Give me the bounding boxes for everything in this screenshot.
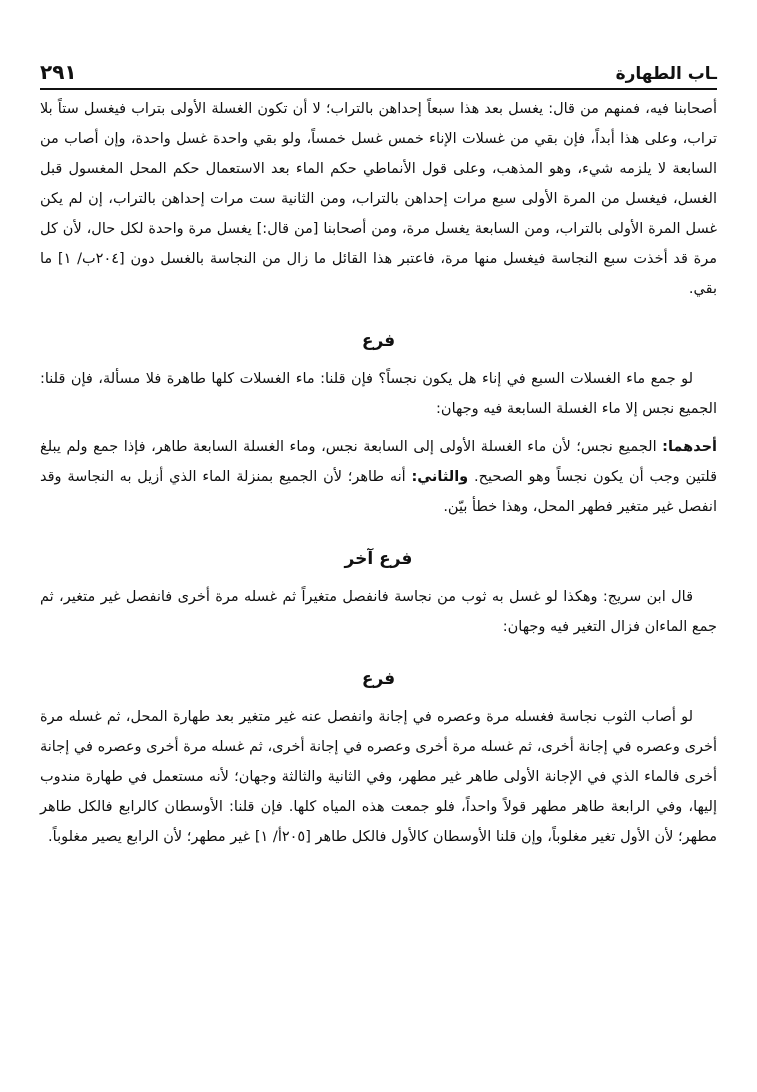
section-heading-1: فرع bbox=[361, 331, 396, 351]
opinion-label-first: أحدهما: bbox=[662, 439, 717, 455]
running-title: ـاب الطهارة bbox=[615, 64, 717, 84]
opinion-label-second: والثاني: bbox=[411, 469, 469, 485]
paragraph-3 bbox=[40, 432, 717, 522]
section-heading-2: فرع آخر bbox=[344, 549, 413, 569]
page-number: ٢٩١ bbox=[40, 60, 77, 84]
opinion-text-first: الجميع نجس؛ لأن ماء الغسلة الأولى إلى السابعة نجس، وماء الغسلة السابعة طاهر، فإذا جمع ولم يبلغ قلتين وجب أن يكون نجساً وهو الصحيح. bbox=[40, 439, 717, 485]
paragraph-2: لو جمع ماء الغسلات السبع في إناء هل يكون نجساً؟ فإن قلنا: ماء الغسلات كلها طاهرة فلا مسألة، فإن قلنا: الجميع نجس إلا ماء الغسلة السابعة فيه وجهان: bbox=[40, 371, 717, 417]
page-body bbox=[40, 94, 717, 852]
paragraph-1: أصحابنا فيه، فمنهم من قال: يغسل بعد هذا سبعاً إحداهن بالتراب؛ لا أن تكون الغسلة الأولى بتراب فيغسل ستاً بلا تراب، وعلى هذا أبداً، فإن بقي من غسلات الإناء خمس غسل خمساً، ولو بقي واحدة غسل واحدة، وإن أصاب من السابعة لا يلزمه شيء، وهو المذهب، وعلى قول الأنماطي حكم الماء بعد الاستعمال حكم المحل المغسول قبل الغسل، فيغسل من المرة الأولى سبع مرات إحداهن بالتراب، ومن الثانية ست مرات إحداهن بالتراب، إن لم يكن غسل المرة الأولى بالتراب، ومن السابعة يغسل مرة، ومن أصحابنا [من قال:] يغسل مرة واحدة لكل حال، لأن كل مرة قد أخذت سبع النجاسة فيغسل منها مرة، فاعتبر هذا القائل ما زال من النجاسة بالغسل دون [٢٠٤ب/ ١] ما بقي. bbox=[40, 101, 717, 297]
section-heading-3: فرع bbox=[361, 669, 396, 689]
paragraph-4: قال ابن سريج: وهكذا لو غسل به ثوب من نجاسة فانفصل متغيراً ثم غسله مرة أخرى فانفصل غير متغير، ثم جمع الماءان فزال التغير فيه وجهان: bbox=[40, 589, 717, 635]
page-header bbox=[40, 50, 717, 90]
paragraph-5: لو أصاب الثوب نجاسة فغسله مرة وعصره في إجانة وانفصل عنه غير متغير بعد طهارة المحل، ثم غسله مرة أخرى وعصره في إجانة أخرى، ثم غسله مرة أخرى وعصره في إجانة أخرى، ثم غسله مرة أخرى وعصره في إجانة أخرى فالماء الذي في الإجانة الأولى طاهر غير مطهر، وفي الثانية والثالثة وجهان؛ لأنه مستعمل في طهارة مندوب إليها، وفي الرابعة طاهر مطهر قولاً واحداً، فلو جمعت هذه المياه كلها. فإن قلنا: الأوسطان كالرابع فالكل طاهر مطهر؛ لأن الأول تغير مغلوباً، وإن قلنا الأوسطان كالأول فالكل طاهر [٢٠٥أ/ ١] غير مطهر؛ لأن الرابع يصير مغلوباً. bbox=[40, 709, 717, 845]
opinion-text-second: أنه طاهر؛ لأن الجميع بمنزلة الماء الذي أزيل به النجاسة وقد انفصل غير متغير فطهر المحل، وهذا خطأ بيّن. bbox=[40, 469, 717, 515]
